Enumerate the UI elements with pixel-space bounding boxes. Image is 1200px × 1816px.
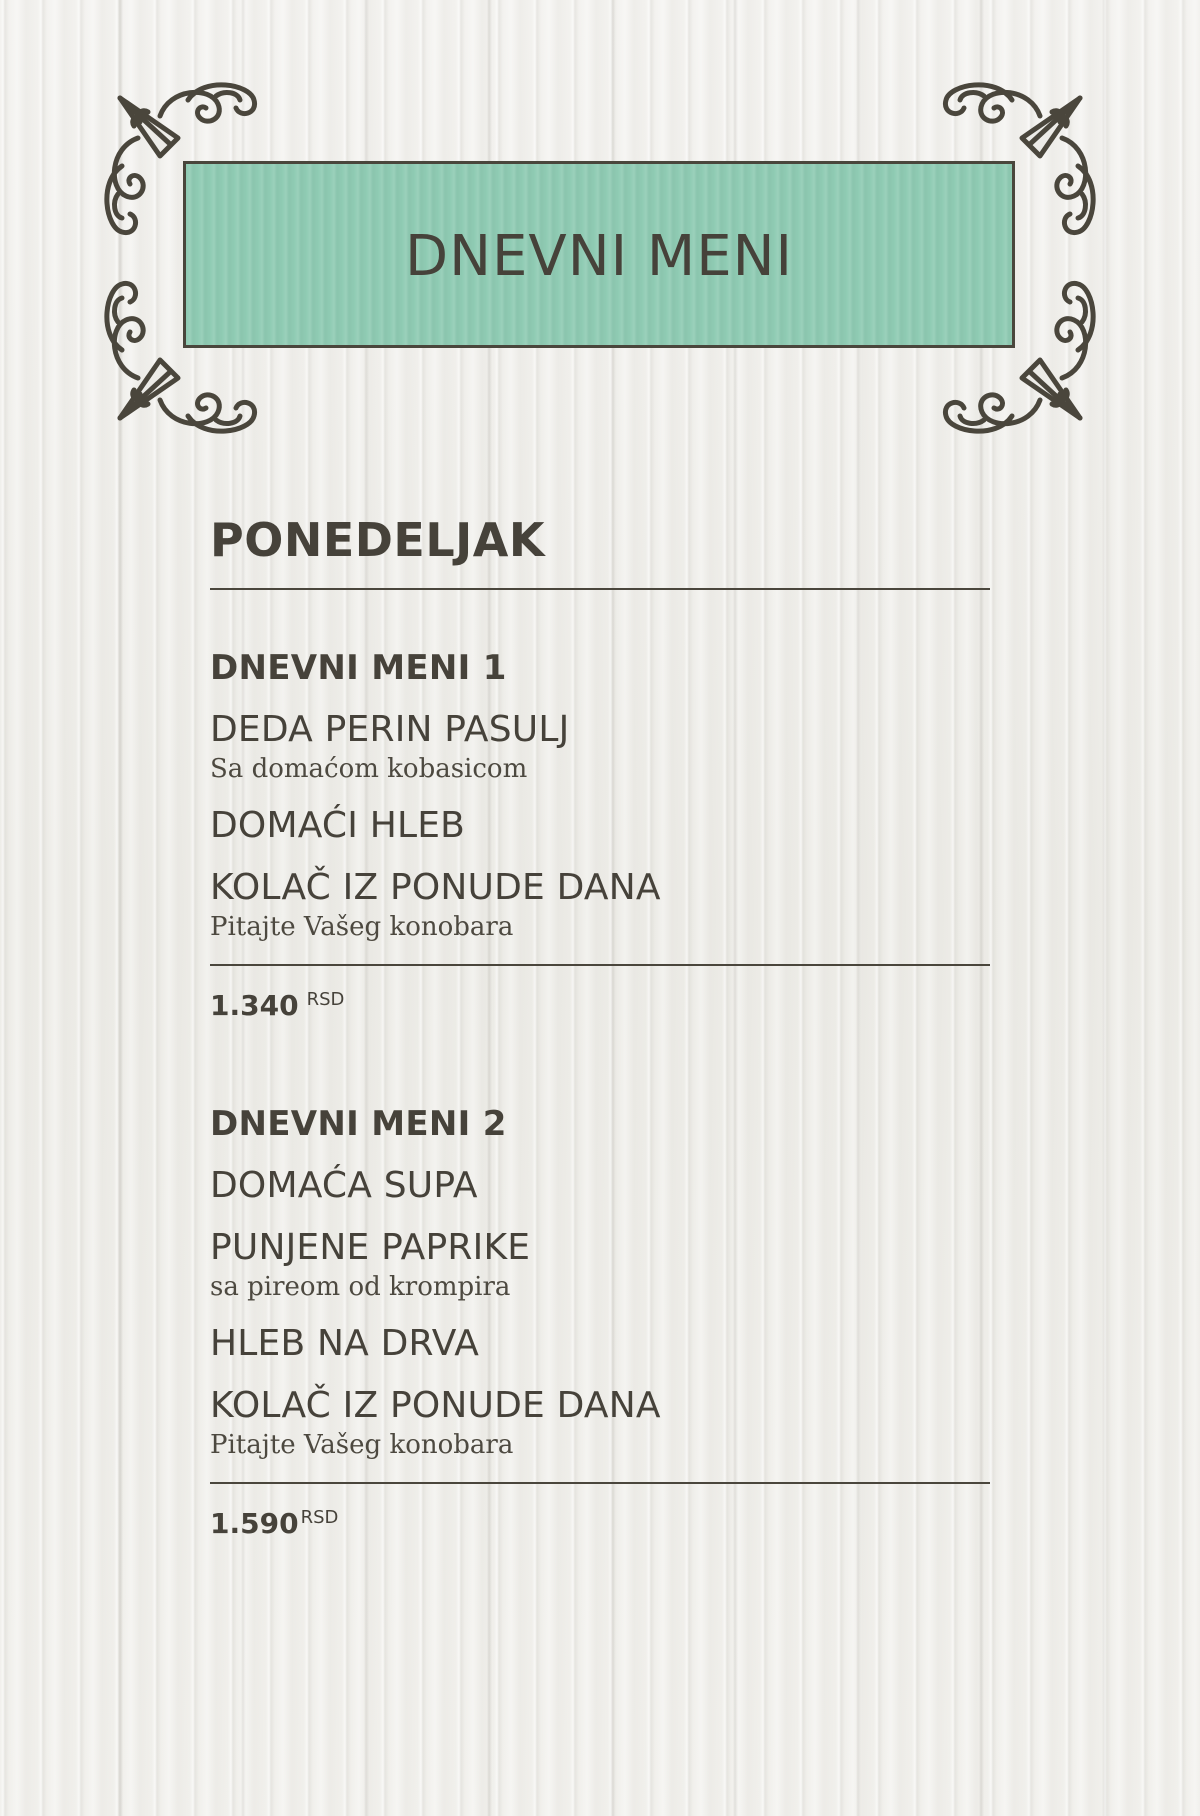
dish-item — [210, 708, 990, 786]
menu-heading: DNEVNI MENI 2 — [210, 1104, 507, 1144]
title-banner — [183, 161, 1015, 348]
price-currency: RSD — [300, 1507, 339, 1528]
menu-price — [210, 988, 990, 1024]
day-title: PONEDELJAK — [210, 513, 546, 567]
divider — [210, 588, 990, 590]
page-title: DNEVNI MENI — [404, 224, 793, 289]
price-value: 1.590 — [210, 1507, 299, 1540]
menu-section-1 — [210, 646, 990, 1024]
dish-name: KOLAČ IZ PONUDE DANA — [210, 867, 661, 908]
dish-name: HLEB NA DRVA — [210, 1323, 480, 1364]
menu-price — [210, 1506, 990, 1542]
dish-note: sa pireom od krompira — [210, 1272, 511, 1302]
dish-note: Pitajte Vašeg konobara — [210, 912, 514, 942]
dish-name: KOLAČ IZ PONUDE DANA — [210, 1385, 661, 1426]
dish-item — [210, 804, 990, 848]
header-banner — [100, 78, 1100, 438]
divider — [210, 964, 990, 966]
dish-item — [210, 1322, 990, 1366]
divider — [210, 1482, 990, 1484]
dish-item — [210, 866, 990, 944]
dish-name: DOMAĆA SUPA — [210, 1165, 478, 1206]
dish-item — [210, 1164, 990, 1208]
price-value: 1.340 — [210, 989, 299, 1022]
dish-name: PUNJENE PAPRIKE — [210, 1227, 531, 1268]
price-currency: RSD — [306, 989, 345, 1010]
dish-item — [210, 1226, 990, 1304]
menu-content — [210, 512, 990, 1542]
dish-name: DOMAĆI HLEB — [210, 805, 466, 846]
menu-heading: DNEVNI MENI 1 — [210, 648, 507, 688]
menu-section-2 — [210, 1102, 990, 1542]
dish-name: DEDA PERIN PASULJ — [210, 709, 570, 750]
dish-item — [210, 1384, 990, 1462]
dish-note: Pitajte Vašeg konobara — [210, 1430, 514, 1460]
dish-note: Sa domaćom kobasicom — [210, 754, 528, 784]
